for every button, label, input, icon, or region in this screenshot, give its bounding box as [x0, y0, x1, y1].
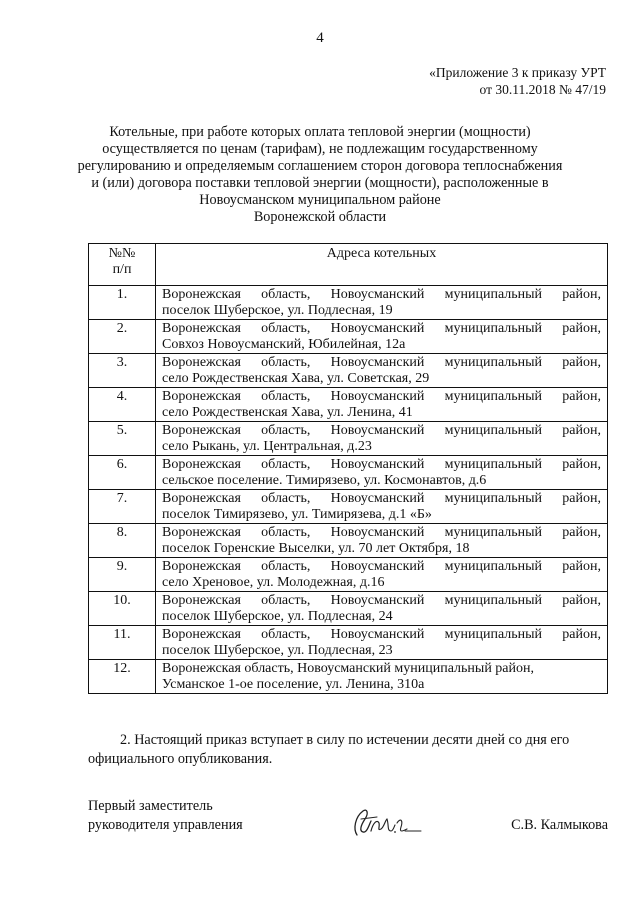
row-number: 10.: [89, 592, 156, 626]
row-number: 9.: [89, 558, 156, 592]
address-line-2: село Рождественская Хава, ул. Советская, 29: [162, 371, 430, 386]
table-row: [89, 388, 608, 422]
row-number: 2.: [89, 320, 156, 354]
title-line: регулированию и определяемым соглашением сторон договора теплоснабжения: [77, 158, 563, 174]
row-address: [156, 592, 608, 626]
address-line-2: поселок Шуберское, ул. Подлесная, 19: [162, 303, 393, 318]
page-number: 4: [316, 30, 324, 46]
address-line-2: Усманское 1-ое поселение, ул. Ленина, 310а: [162, 677, 425, 692]
title-line: Новоусманском муниципальном районе: [199, 192, 441, 208]
row-number: 3.: [89, 354, 156, 388]
table-row: [89, 660, 608, 694]
row-address: [156, 456, 608, 490]
row-address: [156, 286, 608, 320]
address-line-2: поселок Шуберское, ул. Подлесная, 23: [162, 643, 393, 658]
title-line: Воронежской области: [253, 209, 387, 225]
address-line-1: Воронежская область, Новоусманский муниципальный район,: [162, 559, 601, 574]
signer-position-line-2: руководителя управления: [88, 817, 243, 833]
row-number: 5.: [89, 422, 156, 456]
address-line-1: Воронежская область, Новоусманский муниципальный район,: [162, 525, 601, 540]
table-row: [89, 592, 608, 626]
row-number: 6.: [89, 456, 156, 490]
signer-position-line-1: Первый заместитель: [88, 798, 213, 814]
address-line-2: село Хреновое, ул. Молодежная, д.16: [162, 575, 385, 590]
address-line-1: Воронежская область, Новоусманский муниципальный район,: [162, 457, 601, 472]
row-number: 4.: [89, 388, 156, 422]
table-header-row: [89, 244, 608, 286]
row-number: 11.: [89, 626, 156, 660]
address-line-1: Воронежская область, Новоусманский муниципальный район,: [162, 661, 535, 676]
address-line-2: поселок Тимирязево, ул. Тимирязева, д.1 «Б»: [162, 507, 432, 522]
header-number-cell: [89, 244, 156, 286]
row-number: 7.: [89, 490, 156, 524]
table-row: [89, 456, 608, 490]
address-line-2: поселок Горенские Выселки, ул. 70 лет Октября, 18: [162, 541, 470, 556]
header-number-line-1: №№: [108, 246, 136, 261]
table-row: [89, 354, 608, 388]
boiler-address-table: [88, 243, 608, 694]
row-number: 1.: [89, 286, 156, 320]
address-line-1: Воронежская область, Новоусманский муниципальный район,: [162, 491, 601, 506]
title-line: и (или) договора поставки тепловой энергии (мощности), расположенные в: [91, 175, 549, 191]
row-address: [156, 660, 608, 694]
signer-position: [88, 797, 243, 835]
row-number: 8.: [89, 524, 156, 558]
handwritten-signature: [347, 801, 427, 843]
table-row: [89, 490, 608, 524]
appendix-reference: [386, 64, 606, 98]
appendix-line-1: «Приложение 3 к приказу УРТ: [429, 65, 606, 80]
effective-date-clause: [88, 731, 610, 769]
title-line: Котельные, при работе которых оплата тепловой энергии (мощности): [109, 124, 531, 140]
clause-line-2: официального опубликования.: [88, 751, 273, 767]
address-line-2: Совхоз Новоусманский, Юбилейная, 12а: [162, 337, 406, 352]
address-line-1: Воронежская область, Новоусманский муниципальный район,: [162, 593, 601, 608]
address-line-2: сельское поселение. Тимирязево, ул. Космонавтов, д.6: [162, 473, 487, 488]
row-address: [156, 422, 608, 456]
row-address: [156, 320, 608, 354]
header-address-cell: Адреса котельных: [156, 244, 608, 286]
document-title: [60, 124, 580, 226]
address-line-1: Воронежская область, Новоусманский муниципальный район,: [162, 423, 601, 438]
address-line-1: Воронежская область, Новоусманский муниципальный район,: [162, 627, 601, 642]
address-line-1: Воронежская область, Новоусманский муниципальный район,: [162, 389, 601, 404]
row-address: [156, 558, 608, 592]
table-row: [89, 626, 608, 660]
row-number: 12.: [89, 660, 156, 694]
signer-name: С.В. Калмыкова: [511, 817, 608, 833]
clause-line-1: 2. Настоящий приказ вступает в силу по истечении десяти дней со дня его: [120, 732, 570, 748]
row-address: [156, 388, 608, 422]
table-row: [89, 286, 608, 320]
address-line-1: Воронежская область, Новоусманский муниципальный район,: [162, 287, 601, 302]
address-line-2: поселок Шуберское, ул. Подлесная, 24: [162, 609, 393, 624]
table-row: [89, 422, 608, 456]
row-address: [156, 626, 608, 660]
header-number-line-2: п/п: [112, 262, 132, 277]
table-row: [89, 558, 608, 592]
table-row: [89, 524, 608, 558]
row-address: [156, 490, 608, 524]
row-address: [156, 524, 608, 558]
appendix-line-2: от 30.11.2018 № 47/19: [479, 82, 606, 97]
address-line-1: Воронежская область, Новоусманский муниципальный район,: [162, 355, 601, 370]
address-line-1: Воронежская область, Новоусманский муниципальный район,: [162, 321, 601, 336]
address-line-2: село Рыкань, ул. Центральная, д.23: [162, 439, 372, 454]
table-row: [89, 320, 608, 354]
address-line-2: село Рождественская Хава, ул. Ленина, 41: [162, 405, 413, 420]
row-address: [156, 354, 608, 388]
title-line: осуществляется по ценам (тарифам), не подлежащим государственному: [102, 141, 538, 157]
